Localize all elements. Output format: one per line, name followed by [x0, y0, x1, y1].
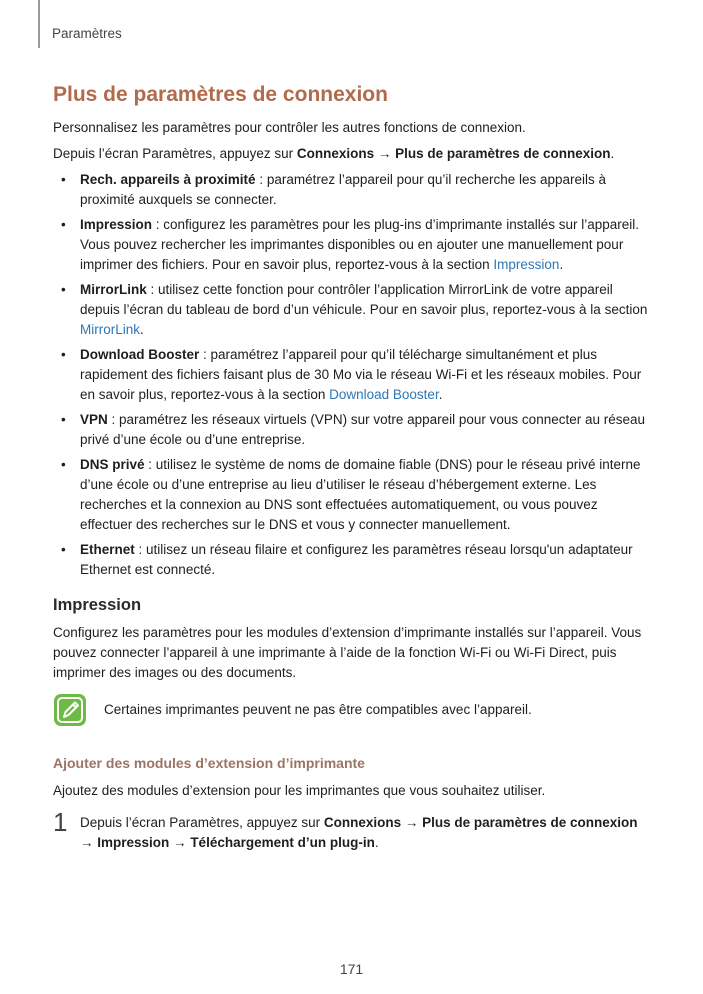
bullet-end: . [140, 322, 144, 337]
list-item [53, 540, 653, 580]
bullet-term: Download Booster [80, 347, 200, 362]
header-label: Paramètres [52, 26, 122, 41]
note-pencil-icon [53, 693, 87, 727]
bullet-dot: • [61, 282, 66, 297]
step-path-connexions: Connexions [323, 815, 402, 830]
bullet-text: : paramétrez les réseaux virtuels (VPN) sur votre appareil pour vous connecter au réseau privé d’une école ou d’une entreprise. [80, 412, 646, 447]
bullet-term: DNS privé [80, 457, 145, 472]
bullet-term: MirrorLink [80, 282, 147, 297]
step-number: 1 [53, 807, 68, 837]
impression-link[interactable]: Impression [493, 257, 560, 272]
impression-paragraph: Configurez les paramètres pour les modules d’extension d’imprimante installés sur l’appareil. Vous pouvez connecter l’appareil à une imprimante à l’aide de la fonction Wi-Fi ou Wi-Fi Direct, puis imprimer des images ou des documents. [53, 625, 642, 680]
bullet-term: VPN [80, 412, 108, 427]
bullet-text: : paramétrez l’appareil pour qu’il télécharge simultanément et plus rapidement des fichiers faisant plus de 30 Mo via le réseau Wi-Fi et les réseaux mobiles. Pour en savoir plus, reportez-vous à la section [80, 347, 642, 402]
step-arrow: → [80, 835, 98, 850]
bullet-text: : utilisez le système de noms de domaine fiable (DNS) pour le réseau privé interne d’une école ou d’une entreprise au lieu d’utiliser le réseau d’hébergement externe. Les recherches et la connexion au DNS sont effectuées automatiquement, ou vous pouvez effectuer des recherches sur le DNS et vous y connecter manuellement. [80, 457, 641, 532]
header-rule [38, 0, 40, 48]
bullet-end: . [438, 387, 443, 402]
bullet-dot: • [61, 347, 66, 362]
bullet-dot: • [61, 172, 66, 187]
bullet-text: : utilisez un réseau filaire et configurez les paramètres réseau lorsqu'un adaptateur Ethernet est connecté. [80, 542, 633, 577]
step-path-more-settings: Plus de paramètres de connexion [422, 815, 638, 830]
note-box [53, 693, 653, 727]
impression-section-title: Impression [53, 596, 142, 614]
path-prefix: Depuis l’écran Paramètres, appuyez sur [53, 146, 297, 161]
bullet-term: Ethernet [80, 542, 135, 557]
settings-list [53, 170, 653, 580]
bullet-text: : configurez les paramètres pour les plug-ins d’imprimante installés sur l’appareil. Vous pouvez rechercher les imprimantes disponibles ou en ajouter une manuellement pour imprimer des fichiers. Pour en savoir plus, reportez-vous à la section [80, 217, 640, 272]
step-arrow: → [169, 835, 191, 850]
step-suffix: . [374, 835, 379, 850]
bullet-text: : paramétrez l’appareil pour qu’il recherche les appareils à proximité auxquels se connecter. [80, 172, 607, 207]
page-number: 171 [339, 961, 364, 977]
bullet-end: . [559, 257, 564, 272]
bullet-dot: • [61, 217, 66, 232]
intro-paragraph: Personnalisez les paramètres pour contrôler les autres fonctions de connexion. [53, 120, 526, 135]
mirrorlink-link[interactable]: MirrorLink [80, 322, 141, 337]
list-item [53, 215, 653, 275]
bullet-text: : utilisez cette fonction pour contrôler l’application MirrorLink de votre appareil depuis l’écran du tableau de bord d’un véhicule. Pour en savoir plus, reportez-vous à la section [80, 282, 648, 317]
step-path-download-plugin: Téléchargement d’un plug-in [190, 835, 375, 850]
step-arrow: → [401, 815, 423, 830]
bullet-term: Rech. appareils à proximité [80, 172, 256, 187]
navigation-path [53, 144, 653, 164]
bullet-dot: • [61, 412, 66, 427]
path-arrow: → [374, 146, 396, 161]
page-content [53, 80, 653, 853]
step-path-impression: Impression [97, 835, 170, 850]
plugins-paragraph: Ajoutez des modules d’extension pour les imprimantes que vous souhaitez utiliser. [53, 783, 546, 798]
bullet-dot: • [61, 457, 66, 472]
note-text: Certaines imprimantes peuvent ne pas être compatibles avec l’appareil. [104, 702, 532, 717]
bullet-term: Impression [80, 217, 153, 232]
page-title: Plus de paramètres de connexion [53, 83, 388, 106]
download-booster-link[interactable]: Download Booster [329, 387, 439, 402]
list-item [53, 345, 653, 405]
list-item [53, 455, 653, 535]
list-item [53, 410, 653, 450]
step-prefix: Depuis l’écran Paramètres, appuyez sur [80, 815, 324, 830]
list-item [53, 170, 653, 210]
bullet-dot: • [61, 542, 66, 557]
step-1 [53, 807, 653, 853]
path-suffix: . [610, 146, 615, 161]
path-item-connexions: Connexions [296, 146, 375, 161]
plugins-subsection-title: Ajouter des modules d’extension d’imprimante [53, 755, 365, 771]
list-item [53, 280, 653, 340]
path-item-more-settings: Plus de paramètres de connexion [395, 146, 611, 161]
